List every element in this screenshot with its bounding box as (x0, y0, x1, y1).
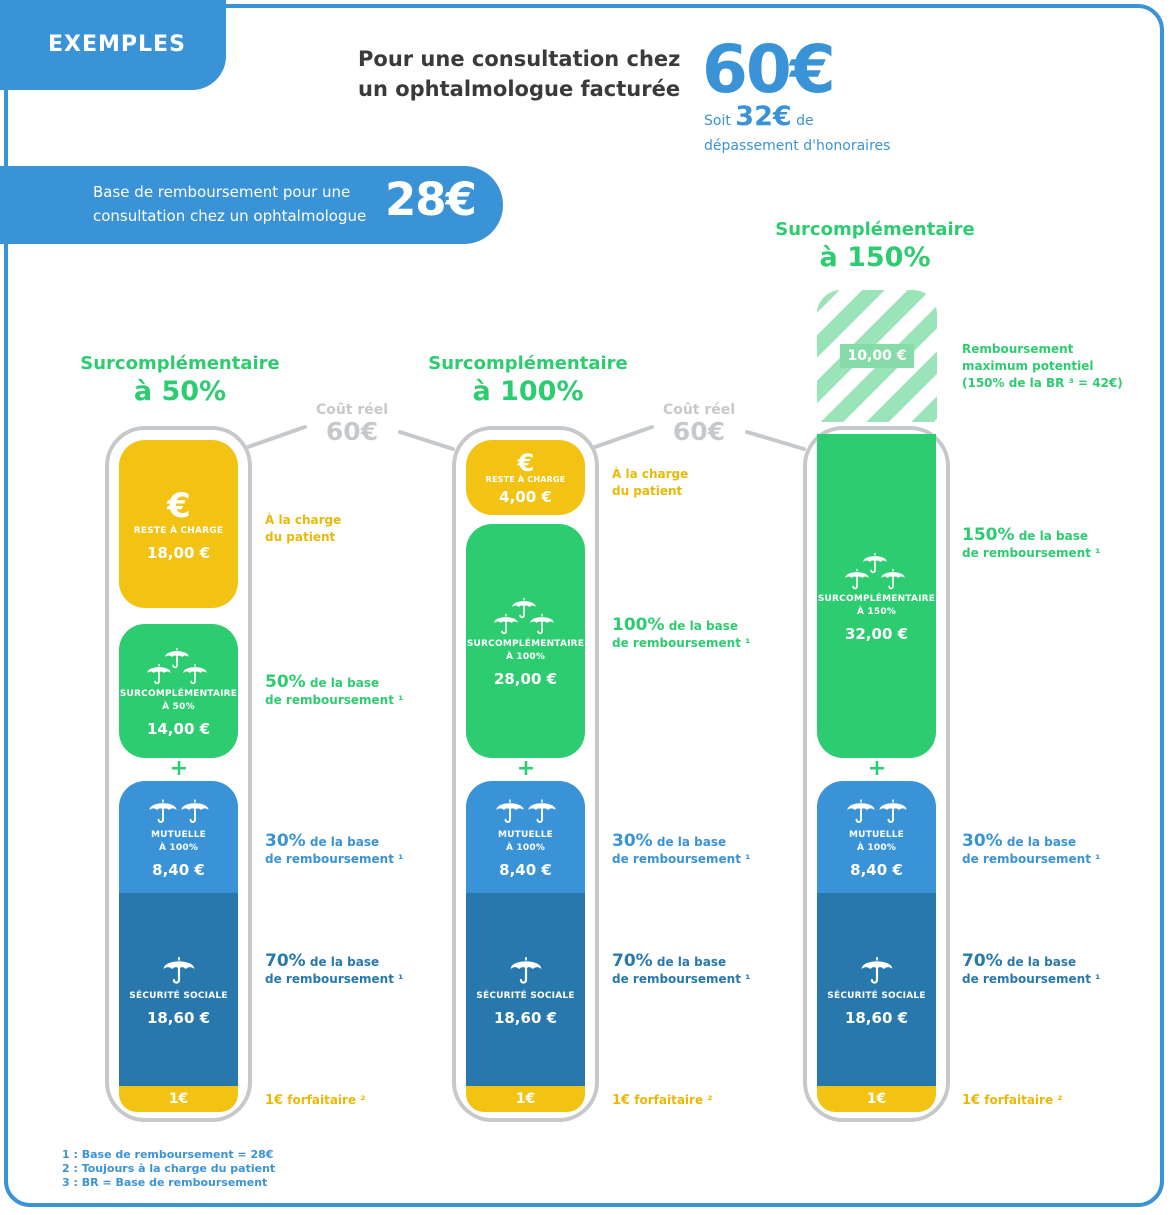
col2-mutuelle-label2: À 100% (505, 843, 546, 853)
col1-surco-note (265, 674, 403, 709)
col2-mutuelle-note2: de remboursement ¹ (612, 852, 751, 866)
col2-forfait-block (466, 1086, 585, 1112)
svg-text:€: € (166, 486, 191, 521)
col3-title-pct: à 150% (819, 242, 931, 273)
col1-reste-value: 18,00 € (146, 543, 211, 562)
cout-reel-label: Coût réel (662, 402, 736, 418)
col2-mutuelle-value: 8,40 € (499, 861, 552, 879)
col2-forfait-note-text: forfaitaire ² (634, 1093, 713, 1107)
col3-forfait-value: 1€ (866, 1091, 887, 1107)
two-umbrellas-icon (842, 795, 912, 825)
col2-secu-block (466, 893, 585, 1086)
col2-reste-note2: du patient (612, 484, 683, 498)
col3-mutuelle-note (962, 833, 1100, 868)
col2-mutuelle-block (466, 781, 585, 893)
col3-secu-note1: de la base (1006, 955, 1077, 969)
col2-surco-note2: de remboursement ¹ (612, 636, 751, 650)
col3-surco-label1: SURCOMPLÉMENTAIRE (817, 594, 936, 604)
col1-mutuelle-pct: 30% (265, 831, 306, 851)
three-umbrellas-icon (144, 644, 214, 688)
col3-mutuelle-block (817, 781, 936, 893)
cout-reel-value: 60€ (672, 417, 726, 446)
col3-mutuelle-value: 8,40 € (850, 861, 903, 879)
col2-title (398, 350, 658, 406)
col3-plus: + (867, 756, 887, 781)
soit-label: Soit (704, 113, 731, 129)
col3-surco-note2: de remboursement ¹ (962, 546, 1101, 560)
col2-reste-note1: À la charge (612, 467, 689, 481)
cout-reel-1 (307, 402, 397, 446)
col3-mutuelle-note1: de la base (1006, 835, 1077, 849)
col2-forfait-note-value: 1€ (612, 1093, 631, 1108)
col1-surco-note1: de la base (309, 676, 380, 690)
col2-reste-label: RESTE À CHARGE (485, 474, 566, 484)
col2-secu-value: 18,60 € (493, 1009, 558, 1027)
col1-title-text: Surcomplémentaire (80, 353, 280, 374)
header-line1: Pour une consultation chez (358, 47, 681, 71)
two-umbrellas-icon (144, 795, 214, 825)
col1-mutuelle-note2: de remboursement ¹ (265, 852, 404, 866)
col2-mutuelle-note (612, 833, 750, 868)
col1-reste-note2: du patient (265, 530, 336, 544)
header-line2: un ophtalmologue facturée (358, 77, 681, 101)
footnote-2: 2 : Toujours à la charge du patient (62, 1162, 276, 1175)
three-umbrellas-icon (491, 594, 561, 638)
col3-surco-value: 32,00 € (844, 625, 909, 643)
col1-surco-note2: de remboursement ¹ (265, 693, 404, 707)
cout-reel-2 (654, 402, 744, 446)
umbrella-icon (162, 952, 196, 986)
col3-forfait-note (962, 1092, 1063, 1109)
col1-reste-label: RESTE À CHARGE (133, 525, 224, 536)
col3-title-text: Surcomplémentaire (775, 219, 975, 240)
col2-surco-label1: SURCOMPLÉMENTAIRE (466, 639, 585, 649)
col3-surco-label2: À 150% (856, 607, 897, 617)
footnote-3: 3 : BR = Base de remboursement (62, 1176, 268, 1189)
euro-icon (164, 487, 194, 521)
col1-forfait-value: 1€ (168, 1091, 189, 1107)
col1-surco-value: 14,00 € (146, 720, 211, 738)
col2-surco-label2: À 100% (505, 652, 546, 662)
cout-reel-value: 60€ (325, 417, 379, 446)
header-price: 60€ (702, 31, 834, 108)
col2-surco-value: 28,00 € (493, 670, 558, 688)
col3-max-line3: (150% de la BR ³ = 42€) (962, 376, 1123, 390)
col1-mutuelle-label1: MUTUELLE (150, 830, 207, 840)
col3-surco-note (962, 527, 1100, 562)
col1-surco-label2: À 50% (162, 702, 195, 712)
col1-title (50, 350, 310, 406)
col3-secu-value: 18,60 € (844, 1009, 909, 1027)
col3-max-hatched-block (817, 290, 937, 422)
col3-forfait-block (817, 1086, 936, 1112)
col1-mutuelle-label2: À 100% (158, 843, 199, 853)
col1-secu-label: SÉCURITÉ SOCIALE (129, 991, 228, 1001)
col3-secu-pct: 70% (962, 951, 1003, 971)
col1-surco-pct: 50% (265, 672, 306, 692)
base-line1: Base de remboursement pour une (93, 183, 351, 201)
col1-reste-note (265, 512, 341, 546)
col1-secu-note2: de remboursement ¹ (265, 972, 404, 986)
col1-secu-pct: 70% (265, 951, 306, 971)
col1-forfait-note (265, 1092, 366, 1109)
col1-plus: + (169, 756, 189, 781)
col3-mutuelle-label2: À 100% (856, 843, 897, 853)
footnotes (62, 1148, 275, 1190)
col2-forfait-note (612, 1092, 713, 1109)
depassement-value: 32€ (735, 101, 792, 132)
col3-surco-note1: de la base (1018, 529, 1088, 543)
col2-surco-block (466, 524, 585, 758)
col3-forfait-note-text: forfaitaire ² (984, 1093, 1063, 1107)
col2-surco-note1: de la base (668, 619, 738, 633)
col1-forfait-note-text: forfaitaire ² (287, 1093, 366, 1107)
umbrella-icon (509, 952, 543, 986)
col3-forfait-note-value: 1€ (962, 1093, 981, 1108)
col1-forfait-block (119, 1086, 238, 1112)
col2-reste-note (612, 466, 688, 500)
col3-secu-note (962, 953, 1100, 988)
base-line2: consultation chez un ophtalmologue (93, 207, 367, 225)
col2-secu-note2: de remboursement ¹ (612, 972, 751, 986)
col3-max-line1: Remboursement (962, 342, 1074, 356)
col1-mutuelle-block (119, 781, 238, 893)
footnote-1: 1 : Base de remboursement = 28€ (62, 1148, 274, 1161)
col2-mutuelle-label1: MUTUELLE (497, 830, 554, 840)
col3-mutuelle-note2: de remboursement ¹ (962, 852, 1101, 866)
euro-icon (515, 450, 537, 474)
col3-max-line2: maximum potentiel (962, 359, 1094, 373)
col1-reste-block (119, 440, 238, 608)
col3-surco-pct: 150% (962, 525, 1015, 545)
col1-forfait-note-value: 1€ (265, 1093, 284, 1108)
col2-secu-pct: 70% (612, 951, 653, 971)
col2-reste-value: 4,00 € (499, 487, 552, 506)
col2-mutuelle-note1: de la base (656, 835, 727, 849)
col3-title (745, 216, 1005, 272)
col2-title-pct: à 100% (472, 376, 584, 407)
col1-surco-block (119, 624, 238, 758)
col2-secu-note (612, 953, 750, 988)
col2-secu-label: SÉCURITÉ SOCIALE (476, 991, 575, 1001)
base-value: 28€ (385, 173, 476, 226)
col2-surco-note (612, 617, 750, 652)
col3-mutuelle-label1: MUTUELLE (848, 830, 905, 840)
col3-secu-label: SÉCURITÉ SOCIALE (827, 991, 926, 1001)
col2-title-text: Surcomplémentaire (428, 353, 628, 374)
col3-secu-note2: de remboursement ¹ (962, 972, 1101, 986)
col1-title-pct: à 50% (133, 376, 227, 407)
col1-secu-note (265, 953, 403, 988)
col3-surco-block (817, 434, 936, 758)
col1-mutuelle-note1: de la base (309, 835, 380, 849)
col3-mutuelle-pct: 30% (962, 831, 1003, 851)
umbrella-icon (860, 952, 894, 986)
col1-secu-block (119, 893, 238, 1086)
three-umbrellas-icon (842, 549, 912, 593)
col3-max-value: 10,00 € (840, 344, 915, 368)
cout-reel-label: Coût réel (315, 402, 389, 418)
col3-max-note (962, 341, 1123, 392)
col1-secu-note1: de la base (309, 955, 380, 969)
col2-reste-block (466, 440, 585, 515)
de-label: de (796, 113, 814, 129)
col2-mutuelle-pct: 30% (612, 831, 653, 851)
two-umbrellas-icon (491, 795, 561, 825)
col2-surco-pct: 100% (612, 615, 665, 635)
col1-mutuelle-note (265, 833, 403, 868)
col3-secu-block (817, 893, 936, 1086)
col2-forfait-value: 1€ (515, 1091, 536, 1107)
examples-tab-label: EXEMPLES (48, 32, 186, 57)
col1-secu-value: 18,60 € (146, 1009, 211, 1027)
col1-mutuelle-value: 8,40 € (152, 861, 205, 879)
depassement-label: dépassement d'honoraires (704, 138, 891, 154)
col1-surco-label1: SURCOMPLÉMENTAIRE (119, 689, 238, 699)
col2-secu-note1: de la base (656, 955, 727, 969)
svg-text:€: € (517, 449, 534, 474)
col1-reste-note1: À la charge (265, 513, 342, 527)
col2-plus: + (516, 756, 536, 781)
